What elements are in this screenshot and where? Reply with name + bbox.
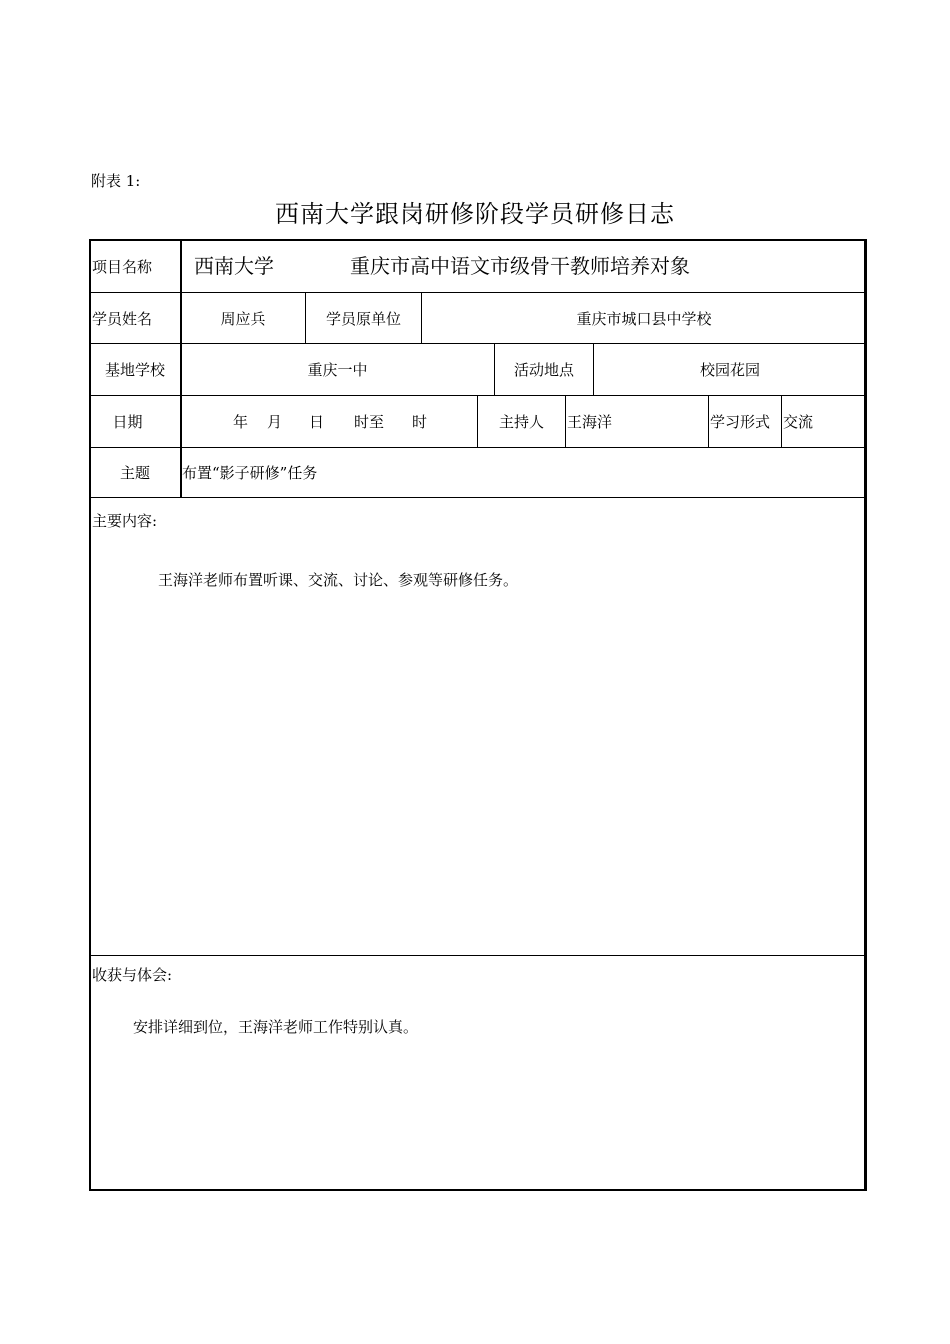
host-name: 王海洋 [567,413,613,431]
project-university: 西南大学 [194,253,274,278]
date-time-from: 时至 [354,413,385,431]
base-school: 重庆一中 [307,361,368,379]
main-content-text: 王海洋老师布置听课、交流、讨论、参观等研修任务。 [158,571,519,589]
appendix-note: 附表 1: [91,172,141,190]
topic-label: 主题 [119,464,150,482]
date-month: 月 [267,413,283,431]
host-label: 主持人 [498,413,544,431]
student-name-label: 学员姓名 [92,309,153,328]
col-divider [565,395,566,447]
date-day: 日 [309,413,325,431]
date-year: 年 [233,413,249,431]
page-title: 西南大学跟岗研修阶段学员研修日志 [275,200,675,228]
topic-value: 布置“影子研修”任务 [182,464,318,482]
col-divider [781,395,782,447]
project-program: 重庆市高中语文市级骨干教师培养对象 [350,253,690,278]
base-school-label: 基地学校 [104,361,165,379]
activity-place: 校园花园 [699,361,760,379]
project-label: 项目名称 [92,258,153,276]
date-label: 日期 [112,413,143,431]
activity-place-label: 活动地点 [513,361,574,379]
reflection-text: 安排详细到位，王海洋老师工作特别认真。 [133,1018,419,1036]
main-content-label: 主要内容: [92,512,158,530]
row-divider [90,955,866,956]
student-name: 周应兵 [220,309,266,328]
student-unit-label: 学员原单位 [325,309,401,328]
reflection-label: 收获与体会: [92,966,173,984]
student-unit: 重庆市城口县中学校 [576,309,712,328]
row-divider [90,497,866,498]
col-divider [708,395,709,447]
learning-form-label: 学习形式 [710,413,771,431]
date-time-to: 时 [412,413,428,431]
learning-form: 交流 [783,413,814,431]
